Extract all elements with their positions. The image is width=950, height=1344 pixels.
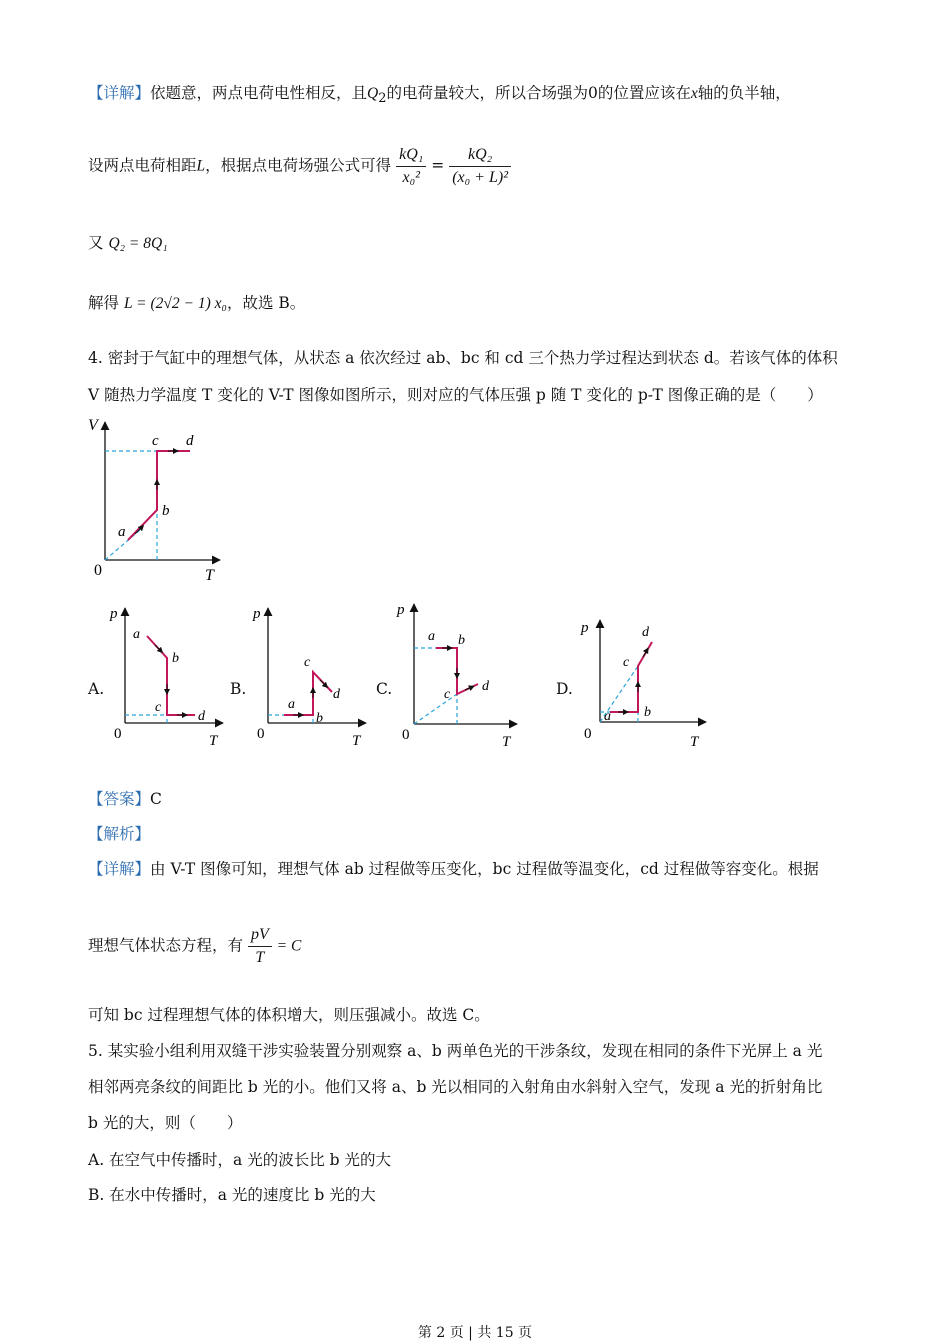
svg-text:T: T: [209, 733, 218, 748]
field-formula-line: 设两点电荷相距L，根据点电荷场强公式可得 $\frac{\text{kQ₁}}{\text{x₀²}}$ = $\frac{\text{kQ₂}}{\text{(x₀ + L)²}}$: [88, 144, 511, 189]
vt-graph: [80, 412, 240, 587]
vt-point-c: c: [152, 433, 159, 449]
svg-text:p: p: [110, 606, 118, 622]
svg-text:a: a: [428, 629, 435, 644]
detail-line-1: 【详解】依题意，两点电荷电性相反，且$Q_2$的电荷量较大，所以合场强为0的位置应该在x轴的负半轴，: [88, 84, 791, 107]
conclusion-line: 可知 bc 过程理想气体的体积增大，则压强减小。故选 C。: [88, 1006, 490, 1024]
svg-text:0: 0: [114, 726, 122, 742]
vt-point-b: b: [162, 503, 170, 519]
svg-text:p: p: [397, 602, 405, 618]
svg-text:0: 0: [402, 727, 410, 743]
svg-text:b: b: [644, 705, 651, 720]
svg-text:p: p: [581, 620, 589, 636]
svg-text:b: b: [458, 633, 465, 648]
svg-text:b: b: [172, 651, 179, 666]
option-b-label[interactable]: B.: [230, 680, 247, 698]
svg-text:c: c: [304, 655, 311, 670]
page-footer: 第 2 页 | 共 15 页: [417, 1325, 533, 1341]
answer-line: 【答案】C: [88, 790, 162, 808]
vt-xlabel: T: [205, 567, 214, 584]
q5-line-3: b 光的大，则（ ）: [88, 1114, 243, 1132]
vt-origin: 0: [94, 562, 102, 579]
solution-line: 解得 L = (2√2 − 1) x₀，故选 B。: [88, 294, 306, 312]
svg-text:c: c: [155, 700, 162, 715]
svg-text:c: c: [444, 687, 451, 702]
svg-text:b: b: [316, 711, 323, 726]
svg-text:p: p: [253, 606, 261, 622]
svg-text:c: c: [623, 655, 630, 670]
svg-text:T: T: [502, 734, 511, 748]
state-equation-line: 理想气体状态方程，有 $\frac{pV}{T}$ = C: [88, 924, 301, 969]
option-c-label[interactable]: C.: [376, 680, 393, 698]
svg-text:a: a: [604, 709, 611, 724]
detail-line-2: 【详解】由 V-T 图像可知，理想气体 ab 过程做等压变化，bc 过程做等温变化，cd 过程做等容变化。根据: [88, 860, 819, 878]
svg-text:a: a: [288, 697, 295, 712]
charge-relation-line: 又 Q₂ = 8Q₁: [88, 234, 168, 252]
svg-text:T: T: [352, 733, 361, 748]
state-fraction: $\frac{pV}{T}$: [248, 924, 272, 969]
svg-text:d: d: [482, 679, 489, 694]
svg-text:d: d: [333, 687, 340, 702]
option-c-graph[interactable]: [392, 596, 527, 748]
answer-value: C: [150, 790, 162, 808]
vt-ylabel: V: [88, 417, 98, 434]
svg-text:0: 0: [584, 726, 592, 742]
vt-point-d: d: [186, 433, 194, 449]
option-b-graph[interactable]: [248, 600, 373, 748]
option-d-graph[interactable]: [578, 612, 718, 754]
svg-text:d: d: [642, 625, 649, 640]
q4-line-2: V 随热力学温度 T 变化的 V-T 图像如图所示，则对应的气体压强 p 随 T 变化的 p-T 图像正确的是（ ）: [88, 386, 823, 404]
svg-text:0: 0: [257, 726, 265, 742]
option-d-label[interactable]: D.: [556, 680, 573, 698]
svg-text:a: a: [133, 627, 140, 642]
svg-text:T: T: [690, 734, 699, 750]
analysis-line: 【解析】: [88, 825, 151, 843]
q5-option-b[interactable]: B. 在水中传播时，a 光的速度比 b 光的大: [88, 1186, 376, 1204]
q5-line-1: 5. 某实验小组利用双缝干涉实验装置分别观察 a、b 两单色光的干涉条纹，发现在相同的条件下光屏上 a 光: [88, 1042, 823, 1060]
option-a-graph[interactable]: [105, 600, 230, 748]
svg-text:d: d: [198, 709, 205, 724]
vt-point-a: a: [118, 524, 126, 540]
fraction-2: $\frac{\text{kQ₂}}{\text{(x₀ + L)²}}$: [449, 144, 511, 189]
q5-option-a[interactable]: A. 在空气中传播时，a 光的波长比 b 光的大: [88, 1151, 391, 1169]
q4-line-1: 4. 密封于气缸中的理想气体，从状态 a 依次经过 ab、bc 和 cd 三个热力学过程达到状态 d。若该气体的体积: [88, 349, 838, 367]
fraction-1: $\frac{\text{kQ₁}}{\text{x₀²}}$: [396, 144, 426, 189]
q5-line-2: 相邻两亮条纹的间距比 b 光的小。他们又将 a、b 光以相同的入射角由水斜射入空气，发现 a 光的折射角比: [88, 1078, 823, 1096]
option-a-label[interactable]: A.: [88, 680, 105, 698]
detail-tag: 【详解】: [88, 84, 151, 102]
